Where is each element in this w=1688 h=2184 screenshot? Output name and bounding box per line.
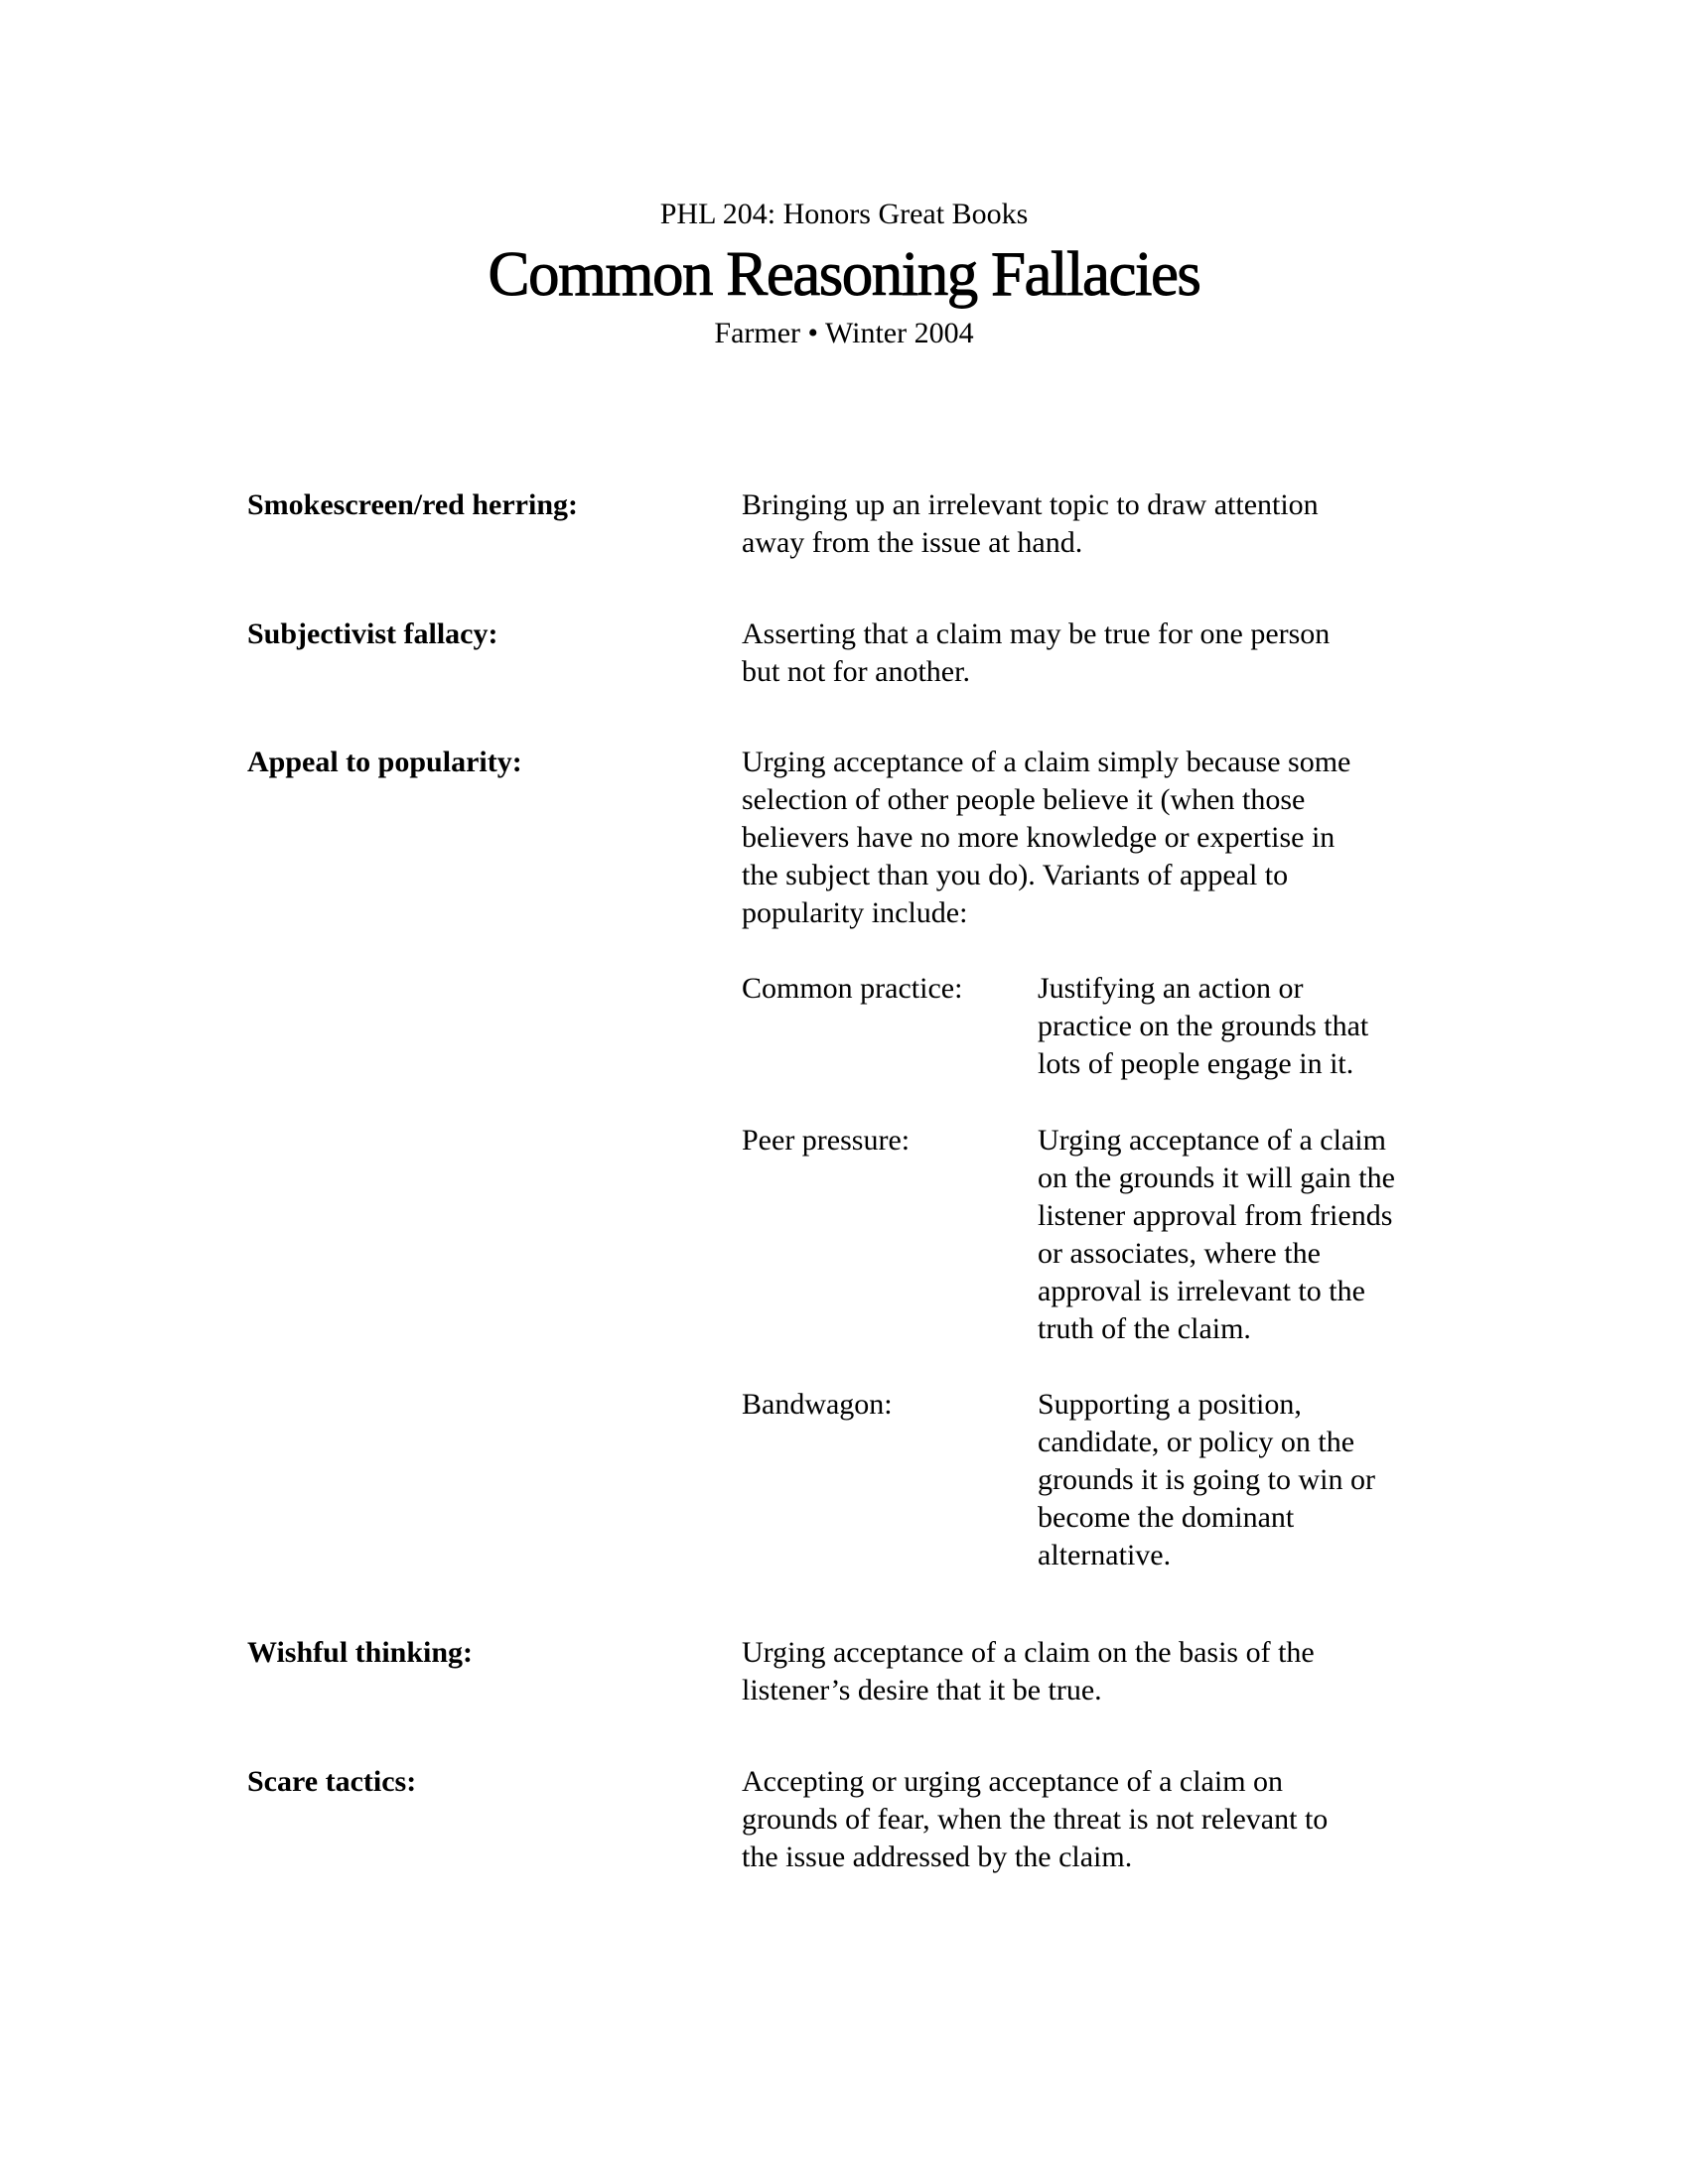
definition-line: Urging acceptance of a claim simply because some bbox=[742, 746, 1351, 778]
fallacy-term: Appeal to popularity: bbox=[247, 746, 522, 778]
definition-line: listener approval from friends bbox=[1038, 1199, 1393, 1232]
fallacy-term: Wishful thinking: bbox=[247, 1636, 474, 1669]
fallacy-term: Subjectivist fallacy: bbox=[247, 617, 498, 650]
definition-line: practice on the grounds that bbox=[1038, 1010, 1369, 1042]
variant-definition bbox=[1038, 1386, 1455, 1574]
definition-line: Urging acceptance of a claim on the basis of the bbox=[742, 1636, 1315, 1669]
definition-line: approval is irrelevant to the bbox=[1038, 1275, 1365, 1307]
definition-line: listener’s desire that it be true. bbox=[742, 1674, 1102, 1706]
definition-line: Asserting that a claim may be true for one person bbox=[742, 617, 1331, 650]
variant-name: Peer pressure: bbox=[742, 1124, 911, 1157]
definition-line: popularity include: bbox=[742, 896, 968, 929]
definition-line: Justifying an action or bbox=[1038, 972, 1304, 1005]
definition-line: believers have no more knowledge or expertise in bbox=[742, 821, 1336, 854]
fallacy-definition bbox=[742, 1634, 1457, 1709]
definition-line: the issue addressed by the claim. bbox=[742, 1841, 1133, 1873]
definition-line: grounds of fear, when the threat is not relevant to bbox=[742, 1803, 1329, 1836]
definition-line: Urging acceptance of a claim bbox=[1038, 1124, 1386, 1157]
definition-line: Bringing up an irrelevant topic to draw attention bbox=[742, 488, 1319, 521]
definition-line: on the grounds it will gain the bbox=[1038, 1161, 1395, 1194]
page-title: Common Reasoning Fallacies bbox=[488, 239, 1200, 309]
definition-line: grounds it is going to win or bbox=[1038, 1463, 1376, 1496]
variant-definition bbox=[1038, 970, 1455, 1083]
variant-name: Bandwagon: bbox=[742, 1388, 893, 1421]
fallacy-definition bbox=[742, 615, 1457, 691]
definition-line: lots of people engage in it. bbox=[1038, 1047, 1354, 1080]
fallacy-definition bbox=[742, 744, 1457, 932]
fallacy-definition bbox=[742, 486, 1457, 562]
definition-line: alternative. bbox=[1038, 1539, 1172, 1571]
course-title: PHL 204: Honors Great Books bbox=[659, 198, 1029, 230]
definition-line: but not for another. bbox=[742, 655, 970, 688]
author-term: Farmer • Winter 2004 bbox=[714, 317, 974, 349]
variant-name: Common practice: bbox=[742, 972, 963, 1005]
fallacy-term: Smokescreen/red herring: bbox=[247, 488, 579, 521]
definition-line: the subject than you do). Variants of appeal to bbox=[742, 859, 1289, 891]
fallacy-term: Scare tactics: bbox=[247, 1765, 417, 1798]
definition-line: Accepting or urging acceptance of a claim on bbox=[742, 1765, 1284, 1798]
fallacy-definition bbox=[742, 1763, 1457, 1876]
definition-line: candidate, or policy on the bbox=[1038, 1426, 1355, 1458]
definition-line: or associates, where the bbox=[1038, 1237, 1321, 1270]
definition-line: away from the issue at hand. bbox=[742, 526, 1083, 559]
variant-definition bbox=[1038, 1122, 1455, 1348]
definition-line: selection of other people believe it (when those bbox=[742, 783, 1306, 816]
definition-line: truth of the claim. bbox=[1038, 1312, 1251, 1345]
definition-line: Supporting a position, bbox=[1038, 1388, 1302, 1421]
definition-line: become the dominant bbox=[1038, 1501, 1295, 1534]
document-header bbox=[0, 195, 1688, 353]
